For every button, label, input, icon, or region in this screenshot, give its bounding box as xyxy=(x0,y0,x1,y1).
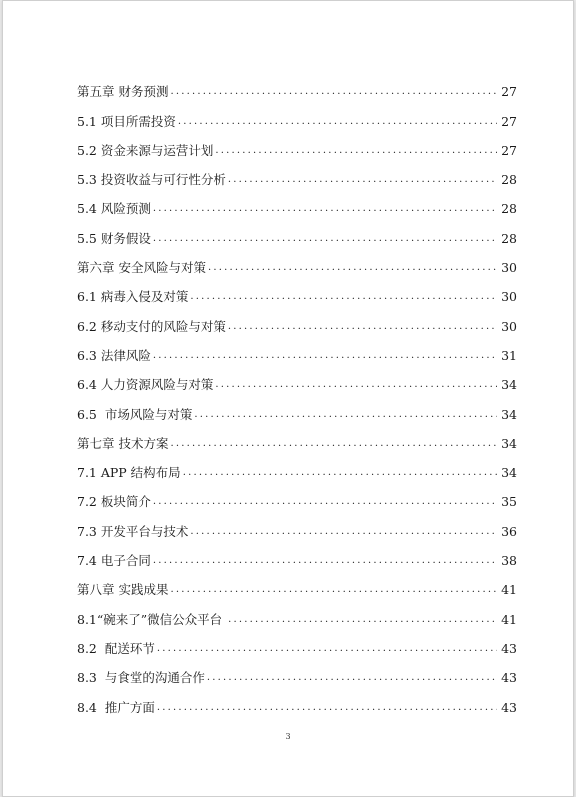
toc-entry-page: 30 xyxy=(501,289,517,305)
toc-entry-6-2[interactable] xyxy=(77,304,517,333)
toc-dot-leader xyxy=(153,495,497,509)
toc-dot-leader xyxy=(157,701,497,715)
toc-entry-page: 34 xyxy=(501,406,517,422)
toc-dot-leader xyxy=(194,408,497,422)
toc-entry-title: 7.4 电子合同 xyxy=(77,553,151,569)
toc-entry-6-4[interactable] xyxy=(77,363,517,392)
toc-entry-6-5[interactable] xyxy=(77,392,517,421)
toc-dot-leader xyxy=(190,525,497,539)
toc-dot-leader xyxy=(170,583,497,597)
toc-entry-title: 5.3 投资收益与可行性分析 xyxy=(77,172,226,188)
toc-dot-leader xyxy=(215,378,497,392)
toc-entry-title: 第七章 技术方案 xyxy=(77,435,169,451)
toc-entry-page: 27 xyxy=(501,113,517,129)
toc-entry-page: 27 xyxy=(501,84,517,100)
toc-entry-7-3[interactable] xyxy=(77,509,517,538)
toc-entry-page: 35 xyxy=(501,494,517,510)
toc-entry-page: 28 xyxy=(501,172,517,188)
toc-entry-7-4[interactable] xyxy=(77,539,517,568)
toc-entry-6-3[interactable] xyxy=(77,334,517,363)
page-number: 3 xyxy=(285,732,291,741)
toc-dot-leader xyxy=(208,261,497,275)
toc-entry-page: 28 xyxy=(501,230,517,246)
toc-entry-page: 43 xyxy=(501,699,517,715)
toc-entry-page: 38 xyxy=(501,553,517,569)
toc-entry-ch6[interactable] xyxy=(77,246,517,275)
toc-dot-leader xyxy=(153,232,497,246)
toc-dot-leader xyxy=(170,85,497,99)
toc-entry-8-4[interactable] xyxy=(77,685,517,714)
toc-dot-leader xyxy=(183,466,497,480)
toc-entry-8-1[interactable] xyxy=(77,597,517,626)
toc-entry-6-1[interactable] xyxy=(77,275,517,304)
toc-entry-5-1[interactable] xyxy=(77,99,517,128)
toc-entry-page: 43 xyxy=(501,670,517,686)
toc-entry-title: 5.5 财务假设 xyxy=(77,230,151,246)
toc-entry-page: 28 xyxy=(501,201,517,217)
toc-entry-title: 8.3 与食堂的沟通合作 xyxy=(77,670,205,686)
toc-entry-page: 34 xyxy=(501,377,517,393)
toc-entry-ch8[interactable] xyxy=(77,568,517,597)
toc-entry-title: 7.2 板块简介 xyxy=(77,494,151,510)
toc-entry-title: 6.3 法律风险 xyxy=(77,347,151,363)
toc-dot-leader xyxy=(190,290,497,304)
toc-entry-title: 第八章 实践成果 xyxy=(77,582,169,598)
toc-dot-leader xyxy=(207,671,497,685)
toc-entry-page: 34 xyxy=(501,465,517,481)
toc-entry-title: 6.4 人力资源风险与对策 xyxy=(77,377,214,393)
toc-dot-leader xyxy=(153,554,497,568)
toc-entry-ch5[interactable] xyxy=(77,70,517,99)
toc-entry-8-3[interactable] xyxy=(77,656,517,685)
toc-dot-leader xyxy=(170,437,497,451)
toc-entry-title: 第六章 安全风险与对策 xyxy=(77,260,206,276)
toc-dot-leader xyxy=(153,202,497,216)
toc-entry-title: 8.2 配送环节 xyxy=(77,640,155,656)
toc-dot-leader xyxy=(228,320,497,334)
toc-entry-7-2[interactable] xyxy=(77,480,517,509)
toc-dot-leader xyxy=(153,349,497,363)
table-of-contents xyxy=(77,70,517,715)
toc-entry-page: 41 xyxy=(501,611,517,627)
toc-entry-page: 41 xyxy=(501,582,517,598)
toc-entry-title: 6.5 市场风险与对策 xyxy=(77,406,193,422)
toc-entry-page: 34 xyxy=(501,435,517,451)
toc-entry-5-5[interactable] xyxy=(77,216,517,245)
toc-entry-page: 36 xyxy=(501,523,517,539)
toc-entry-title: 6.2 移动支付的风险与对策 xyxy=(77,318,226,334)
toc-entry-5-4[interactable] xyxy=(77,187,517,216)
toc-entry-8-2[interactable] xyxy=(77,627,517,656)
toc-entry-7-1[interactable] xyxy=(77,451,517,480)
toc-entry-title: 第五章 财务预测 xyxy=(77,84,169,100)
toc-entry-5-3[interactable] xyxy=(77,158,517,187)
toc-dot-leader xyxy=(157,642,497,656)
toc-entry-title: 7.1 APP 结构布局 xyxy=(77,465,181,481)
toc-entry-title: 5.2 资金来源与运营计划 xyxy=(77,142,214,158)
toc-entry-page: 30 xyxy=(501,318,517,334)
toc-dot-leader xyxy=(228,613,497,627)
toc-entry-title: 5.4 风险预测 xyxy=(77,201,151,217)
toc-entry-5-2[interactable] xyxy=(77,129,517,158)
toc-entry-title: 8.4 推广方面 xyxy=(77,699,155,715)
document-page xyxy=(2,0,574,797)
toc-entry-ch7[interactable] xyxy=(77,422,517,451)
toc-entry-title: 6.1 病毒入侵及对策 xyxy=(77,289,189,305)
toc-dot-leader xyxy=(228,173,497,187)
toc-dot-leader xyxy=(178,115,497,129)
toc-entry-title: 7.3 开发平台与技术 xyxy=(77,523,189,539)
toc-entry-title: 5.1 项目所需投资 xyxy=(77,113,176,129)
toc-entry-page: 30 xyxy=(501,260,517,276)
toc-entry-page: 31 xyxy=(501,347,517,363)
toc-entry-page: 43 xyxy=(501,640,517,656)
toc-entry-page: 27 xyxy=(501,142,517,158)
toc-dot-leader xyxy=(215,144,497,158)
toc-entry-title: 8.1“碗来了”微信公众平台 xyxy=(77,611,227,627)
